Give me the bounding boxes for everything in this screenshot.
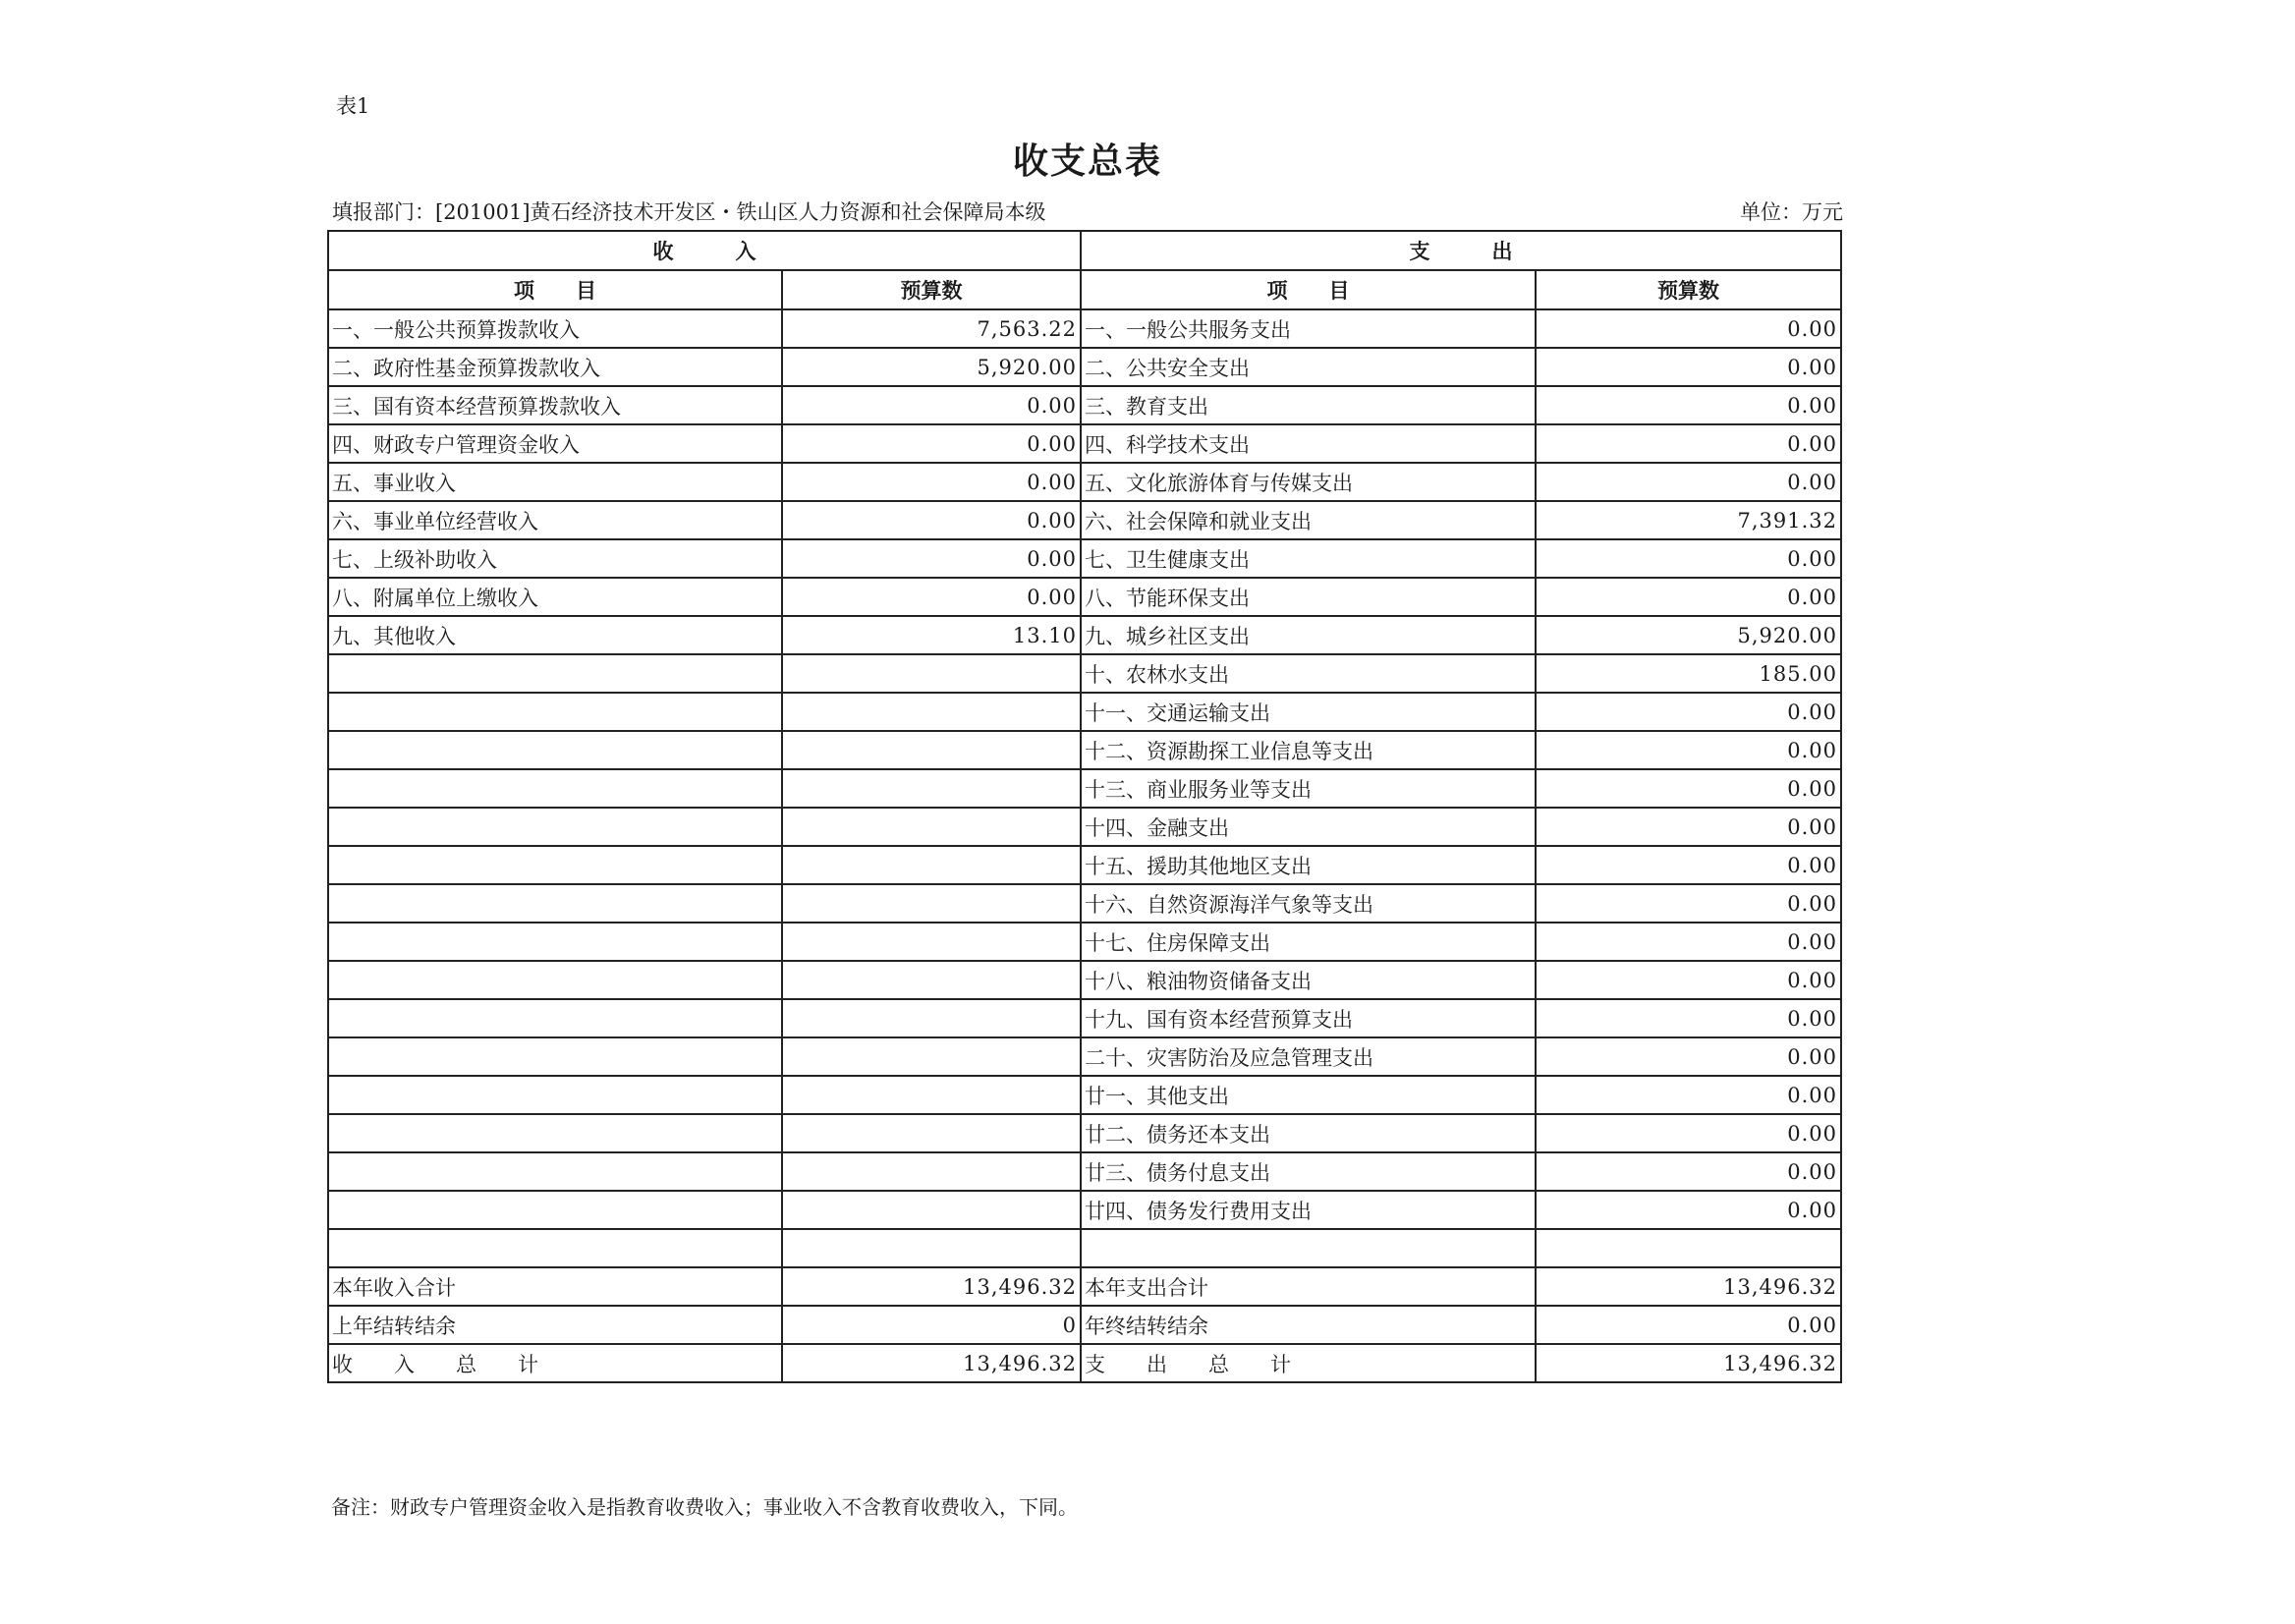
income-amount-cell [782,769,1081,808]
income-item-cell: 一、一般公共预算拨款收入 [328,309,782,348]
header-row-sections [328,231,1841,270]
budget-table [327,230,1842,1383]
expense-amount-cell: 0.00 [1536,1114,1841,1152]
income-amount-cell [782,654,1081,693]
expense-item-cell: 三、教育支出 [1081,386,1536,424]
table-row [328,616,1841,654]
table-row [328,1037,1841,1076]
income-item-cell [328,731,782,769]
table-row [328,808,1841,846]
expense-amount-cell: 0.00 [1536,808,1841,846]
page-title: 收支总表 [1012,140,1162,182]
income-amount-cell [782,808,1081,846]
expense-amount-cell: 0.00 [1536,999,1841,1037]
table-row [328,1114,1841,1152]
income-amount-cell: 7,563.22 [782,309,1081,348]
income-item-cell [328,1229,782,1267]
income-amount-cell: 0.00 [782,386,1081,424]
table-row [328,693,1841,731]
income-item-cell [328,1037,782,1076]
expense-item-cell: 七、卫生健康支出 [1081,539,1536,578]
expense-budget-header: 预算数 [1536,270,1841,309]
income-section-header: 收 入 [328,231,1081,270]
table-row [328,961,1841,999]
income-item-cell: 七、上级补助收入 [328,539,782,578]
expense-amount-cell: 0.00 [1536,923,1841,961]
expense-item-cell: 十五、援助其他地区支出 [1081,846,1536,884]
table-row [328,1076,1841,1114]
expense-item-cell: 廿四、债务发行费用支出 [1081,1191,1536,1229]
expense-item-cell: 四、科学技术支出 [1081,424,1536,463]
total-row [328,1344,1841,1382]
income-item-cell [328,961,782,999]
expense-item-cell: 八、节能环保支出 [1081,578,1536,616]
expense-amount-cell [1536,1229,1841,1267]
department-label: 填报部门：[201001]黄石经济技术开发区・铁山区人力资源和社会保障局本级 [332,200,1046,224]
expense-item-cell: 十、农林水支出 [1081,654,1536,693]
expense-amount-cell: 0.00 [1536,1076,1841,1114]
income-amount-cell: 5,920.00 [782,348,1081,386]
table-row [328,846,1841,884]
table-row [328,578,1841,616]
footnote: 备注：财政专户管理资金收入是指教育收费收入；事业收入不含教育收费收入，下同。 [331,1495,1078,1519]
table-row [328,884,1841,923]
expense-item-cell: 十三、商业服务业等支出 [1081,769,1536,808]
expense-item-cell: 廿一、其他支出 [1081,1076,1536,1114]
header-row-columns [328,270,1841,309]
income-item-cell: 四、财政专户管理资金收入 [328,424,782,463]
table-row [328,348,1841,386]
income-item-cell [328,1152,782,1191]
income-item-cell [328,923,782,961]
income-item-header: 项 目 [328,270,782,309]
expense-amount-cell: 0.00 [1536,731,1841,769]
expense-item-cell: 十四、金融支出 [1081,808,1536,846]
expense-amount-cell: 0.00 [1536,539,1841,578]
expense-amount-cell: 0.00 [1536,348,1841,386]
expense-amount-cell: 0.00 [1536,309,1841,348]
expense-section-header: 支 出 [1081,231,1841,270]
table-row [328,386,1841,424]
income-item-cell [328,769,782,808]
income-amount-cell [782,961,1081,999]
income-amount-cell: 0.00 [782,501,1081,539]
expense-item-cell: 一、一般公共服务支出 [1081,309,1536,348]
income-amount-cell [782,693,1081,731]
income-amount-cell: 0.00 [782,539,1081,578]
table-row [328,999,1841,1037]
expense-item-cell: 廿三、债务付息支出 [1081,1152,1536,1191]
table-row [328,424,1841,463]
expense-item-cell: 五、文化旅游体育与传媒支出 [1081,463,1536,501]
income-item-cell: 本年收入合计 [328,1267,782,1306]
income-amount-cell: 0.00 [782,424,1081,463]
income-item-cell [328,654,782,693]
income-amount-cell: 0.00 [782,578,1081,616]
income-item-cell: 五、事业收入 [328,463,782,501]
income-amount-cell: 13,496.32 [782,1344,1081,1382]
expense-item-cell: 支 出 总 计 [1081,1344,1536,1382]
income-amount-cell [782,846,1081,884]
income-amount-cell: 13,496.32 [782,1267,1081,1306]
expense-amount-cell: 0.00 [1536,1306,1841,1344]
income-item-cell [328,999,782,1037]
expense-amount-cell: 0.00 [1536,424,1841,463]
expense-amount-cell: 0.00 [1536,386,1841,424]
table-row [328,463,1841,501]
income-amount-cell [782,923,1081,961]
expense-item-cell [1081,1229,1536,1267]
expense-item-cell: 二、公共安全支出 [1081,348,1536,386]
income-amount-cell [782,731,1081,769]
income-item-cell: 九、其他收入 [328,616,782,654]
expense-item-cell: 十九、国有资本经营预算支出 [1081,999,1536,1037]
income-item-cell: 上年结转结余 [328,1306,782,1344]
income-item-cell [328,846,782,884]
table-row [328,731,1841,769]
expense-item-cell: 年终结转结余 [1081,1306,1536,1344]
report-meta [332,196,1843,226]
expense-item-cell: 六、社会保障和就业支出 [1081,501,1536,539]
expense-item-cell: 十一、交通运输支出 [1081,693,1536,731]
income-item-cell [328,808,782,846]
expense-amount-cell: 13,496.32 [1536,1344,1841,1382]
total-row [328,1267,1841,1306]
table-row [328,1152,1841,1191]
unit-label: 单位：万元 [1740,200,1843,224]
table-row [328,1191,1841,1229]
income-amount-cell [782,1037,1081,1076]
table-row [328,501,1841,539]
expense-item-cell: 十七、住房保障支出 [1081,923,1536,961]
income-amount-cell: 0 [782,1306,1081,1344]
income-amount-cell: 0.00 [782,463,1081,501]
income-item-cell [328,693,782,731]
expense-amount-cell: 0.00 [1536,1037,1841,1076]
expense-item-header: 项 目 [1081,270,1536,309]
income-item-cell [328,1076,782,1114]
expense-amount-cell: 0.00 [1536,693,1841,731]
income-item-cell [328,884,782,923]
expense-amount-cell: 0.00 [1536,769,1841,808]
expense-amount-cell: 0.00 [1536,846,1841,884]
table-row [328,309,1841,348]
table-row [328,769,1841,808]
income-amount-cell [782,1229,1081,1267]
table-row [328,539,1841,578]
total-row [328,1306,1841,1344]
income-amount-cell [782,999,1081,1037]
expense-amount-cell: 7,391.32 [1536,501,1841,539]
expense-item-cell: 十六、自然资源海洋气象等支出 [1081,884,1536,923]
expense-item-cell: 十八、粮油物资储备支出 [1081,961,1536,999]
budget-table-body [328,309,1841,1382]
expense-amount-cell: 0.00 [1536,463,1841,501]
income-item-cell: 八、附属单位上缴收入 [328,578,782,616]
expense-item-cell: 本年支出合计 [1081,1267,1536,1306]
expense-amount-cell: 5,920.00 [1536,616,1841,654]
income-amount-cell [782,1114,1081,1152]
page-label: 表1 [336,94,370,118]
income-amount-cell [782,1076,1081,1114]
expense-amount-cell: 0.00 [1536,884,1841,923]
expense-amount-cell: 0.00 [1536,961,1841,999]
expense-item-cell: 二十、灾害防治及应急管理支出 [1081,1037,1536,1076]
expense-amount-cell: 0.00 [1536,578,1841,616]
income-amount-cell [782,1191,1081,1229]
income-amount-cell [782,1152,1081,1191]
expense-item-cell: 廿二、债务还本支出 [1081,1114,1536,1152]
expense-amount-cell: 13,496.32 [1536,1267,1841,1306]
budget-table-container [327,230,1840,1383]
table-row [328,923,1841,961]
income-item-cell [328,1191,782,1229]
expense-amount-cell: 0.00 [1536,1152,1841,1191]
income-budget-header: 预算数 [782,270,1081,309]
expense-item-cell: 九、城乡社区支出 [1081,616,1536,654]
expense-amount-cell: 185.00 [1536,654,1841,693]
table-row [328,1229,1841,1267]
income-item-cell: 收 入 总 计 [328,1344,782,1382]
income-amount-cell [782,884,1081,923]
expense-amount-cell: 0.00 [1536,1191,1841,1229]
income-item-cell: 六、事业单位经营收入 [328,501,782,539]
income-item-cell: 三、国有资本经营预算拨款收入 [328,386,782,424]
income-item-cell [328,1114,782,1152]
table-row [328,654,1841,693]
income-amount-cell: 13.10 [782,616,1081,654]
expense-item-cell: 十二、资源勘探工业信息等支出 [1081,731,1536,769]
income-item-cell: 二、政府性基金预算拨款收入 [328,348,782,386]
